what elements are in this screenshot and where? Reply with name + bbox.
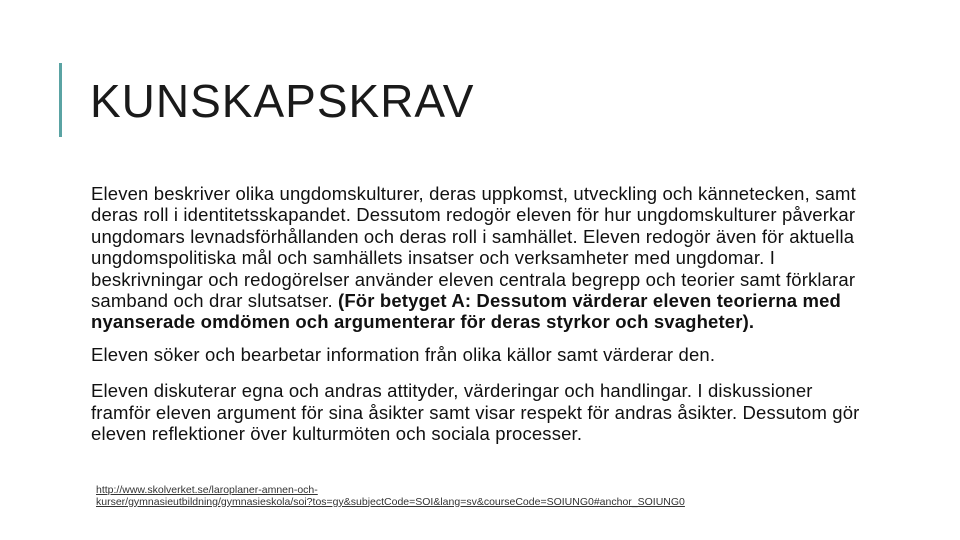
slide-title: KUNSKAPSKRAV <box>90 75 475 127</box>
title-accent-bar <box>59 63 62 137</box>
source-link-line-2[interactable]: kurser/gymnasieutbildning/gymnasieskola/soi?tos=gy&subjectCode=SOI&lang=sv&courseCode=SOIUNG0#anchor_SOIUNG0 <box>96 495 685 508</box>
slide-body <box>91 183 861 444</box>
paragraph-knowledge-requirements <box>91 183 861 333</box>
paragraph-information: Eleven söker och bearbetar information från olika källor samt värderar den. <box>91 343 716 365</box>
grade-a-note: (För betyget A: Dessutom värderar eleven teorierna med nyanserade omdömen och argumenterar för deras styrkor och svagheter). <box>91 290 841 333</box>
paragraph-discussion: Eleven diskuterar egna och andras attityder, värderingar och handlingar. I diskussioner framför eleven argument för sina åsikter samt visar respekt för andras åsikter. Dessutom gör eleven reflektioner över kulturmöten och sociala processer. <box>91 380 860 445</box>
source-link-line-1[interactable]: http://www.skolverket.se/laroplaner-amnen-och- <box>96 484 318 496</box>
paragraph-text: Eleven beskriver olika ungdomskulturer, deras uppkomst, utveckling och kännetecken, samt deras roll i identitetsskapandet. Dessutom redogör eleven för hur ungdomskulturer påverkar ungdomars levnadsförhållanden och deras roll i samhället. Eleven redogör även för aktuella ungdomspolitiska mål och samhällets insatser och verksamheter med ungdomar. I beskrivningar och redogörelser använder eleven centrala begrepp och teorier samt förklarar samband och drar slutsatser. <box>91 183 856 312</box>
source-link[interactable] <box>96 485 796 508</box>
